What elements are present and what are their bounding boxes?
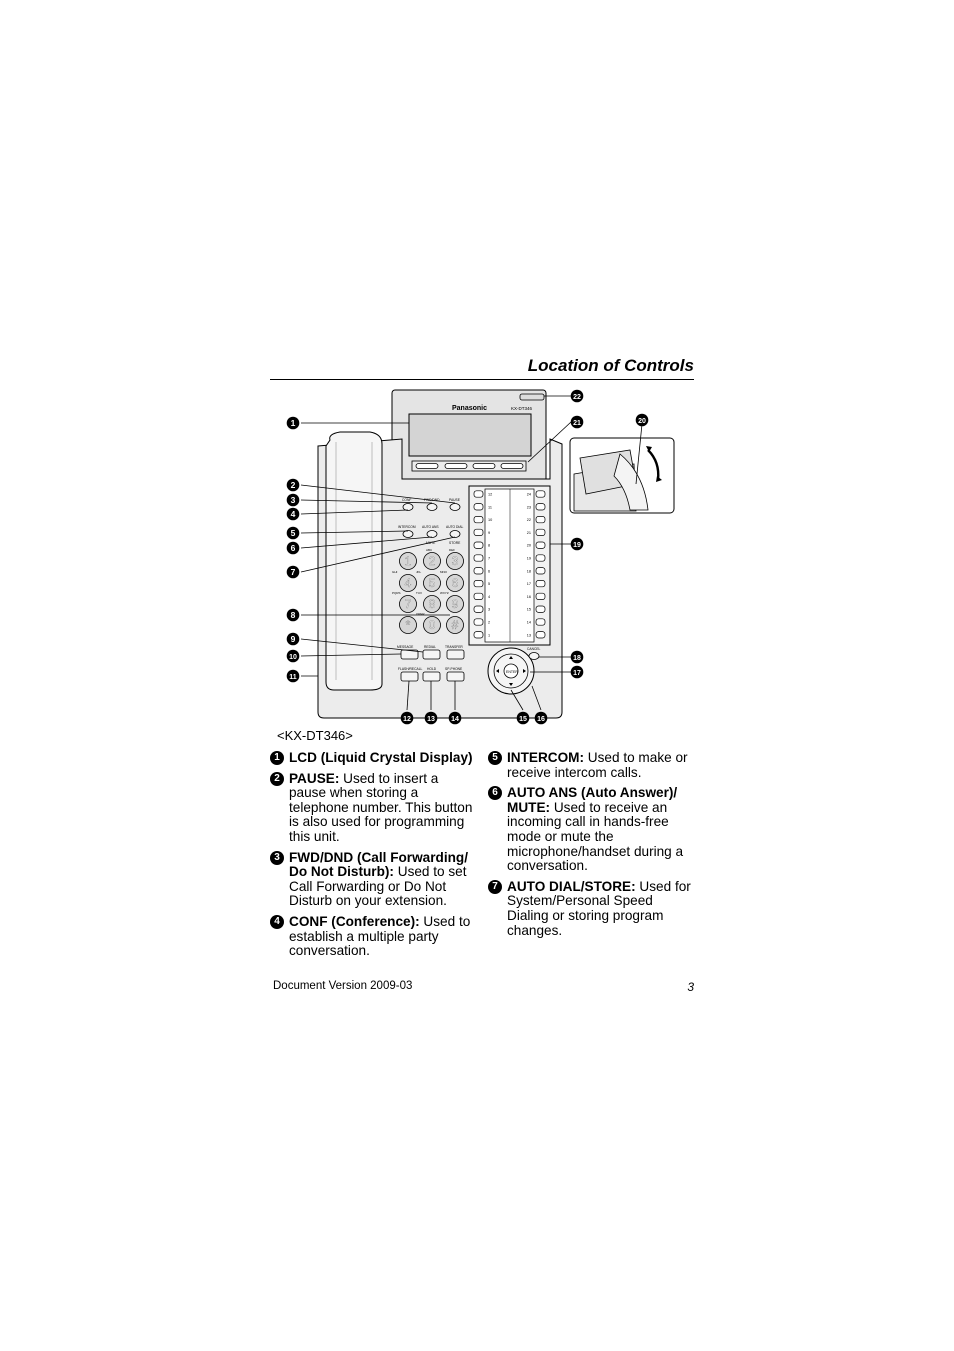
flex-button-right[interactable]: [536, 632, 545, 638]
cancel-button[interactable]: [529, 653, 539, 660]
description-item-7: [488, 880, 694, 938]
page-number: 3: [687, 980, 694, 994]
soft-button-4[interactable]: [501, 464, 523, 469]
description-column-right: [488, 751, 694, 944]
callout-number: 15: [519, 715, 527, 723]
title-rule: [270, 379, 694, 380]
callout-number: 12: [403, 715, 411, 723]
item-number: 7: [488, 880, 502, 894]
callout-number: 13: [427, 715, 435, 723]
callout-number: 4: [290, 508, 296, 519]
intercom-label: INTERCOM: [398, 525, 416, 529]
keypad-key-label: 2: [428, 554, 436, 568]
flex-number-right: 24: [526, 492, 531, 497]
flex-number-left: 10: [488, 518, 493, 523]
keypad-letters: MNO: [440, 570, 447, 574]
keypad-letters: TUV: [416, 591, 422, 595]
callout-number: 10: [289, 653, 297, 661]
redial-label: REDIAL: [424, 645, 436, 649]
keypad-letters: ABC: [426, 548, 433, 552]
flex-number-right: 19: [526, 556, 531, 561]
callout-number: 8: [290, 609, 296, 620]
hold-label: HOLD: [427, 667, 437, 671]
document-version: Document Version 2009-03: [273, 980, 413, 992]
hold-button[interactable]: [423, 672, 440, 681]
flex-button-left[interactable]: [474, 593, 483, 599]
flex-button-right[interactable]: [536, 504, 545, 510]
keypad-key-label: 0: [428, 618, 436, 632]
callout-number: 7: [290, 566, 296, 577]
callout-number: 21: [573, 419, 581, 427]
description-item-3: [270, 851, 475, 909]
model-caption: <KX-DT346>: [277, 728, 353, 743]
keypad-key-label: 7: [404, 597, 412, 611]
item-number: 4: [270, 915, 284, 929]
flex-number-right: 21: [526, 530, 531, 535]
keypad-letters: PQRS: [392, 591, 401, 595]
callout-number: 9: [290, 633, 296, 644]
message-label: MESSAGE: [397, 645, 414, 649]
fwd-dnd-button[interactable]: [427, 504, 437, 511]
item-term: LCD (Liquid Crystal Display): [289, 750, 473, 765]
fwd-dnd-label: FWD/DND: [424, 498, 440, 502]
flex-number-left: 7: [488, 556, 491, 561]
keypad-letters: JKL: [416, 570, 422, 574]
item-text: Used to make or receive intercom calls.: [507, 750, 688, 780]
callout-number: 17: [573, 669, 581, 677]
flex-button-right[interactable]: [536, 555, 545, 561]
keypad-key-label: #: [451, 618, 459, 632]
callout-number: 19: [573, 541, 581, 549]
transfer-button[interactable]: [447, 650, 464, 659]
item-text: Used to establish a multiple party conversation.: [289, 913, 471, 959]
flex-number-left: 4: [488, 594, 491, 599]
flex-number-right: 22: [526, 518, 531, 523]
soft-button-1[interactable]: [416, 464, 438, 469]
flex-number-right: 14: [526, 620, 531, 625]
item-number: 1: [270, 751, 284, 765]
soft-button-3[interactable]: [473, 464, 495, 469]
flash-recall-button[interactable]: [401, 672, 418, 681]
item-text: Used to receive an incoming call in hands-free mode or mute the microphone/handset during a conversation.: [507, 799, 684, 874]
description-item-6: [488, 786, 694, 874]
keypad-letters: WXYZ: [440, 591, 449, 595]
pause-label: PAUSE: [449, 498, 460, 502]
soft-button-2[interactable]: [445, 464, 467, 469]
keypad-key-label: *: [405, 618, 411, 632]
flex-button-left[interactable]: [474, 516, 483, 522]
keypad-key-label: 3: [451, 554, 459, 568]
flex-button-right[interactable]: [536, 542, 545, 548]
flex-number-left: 12: [488, 492, 493, 497]
keypad-key-label: 9: [451, 597, 459, 611]
flex-number-left: 9: [488, 530, 491, 535]
flex-button-left[interactable]: [474, 542, 483, 548]
flex-number-left: 8: [488, 543, 491, 548]
item-term: AUTO ANS (Auto Answer)/ MUTE:: [507, 785, 678, 815]
flex-button-right[interactable]: [536, 580, 545, 586]
lcd-unit: [392, 390, 546, 482]
flex-button-left[interactable]: [474, 555, 483, 561]
keypad-key-label: 8: [428, 597, 436, 611]
flex-button-left[interactable]: [474, 606, 483, 612]
description-item-4: [270, 915, 475, 959]
pause-button[interactable]: [450, 504, 460, 511]
flex-number-right: 20: [526, 543, 531, 548]
keypad-key-label: 6: [451, 576, 459, 590]
callout-number: 16: [537, 715, 545, 723]
conf-button[interactable]: [403, 504, 413, 511]
keypad-key-label: 1: [404, 554, 412, 568]
item-text: Used to insert a pause when storing a telephone number. This button is also used for programming this unit.: [289, 770, 473, 844]
callout-number: 14: [451, 715, 459, 723]
callout-number: 2: [290, 479, 296, 490]
flex-button-right[interactable]: [536, 606, 545, 612]
page-title: Location of Controls: [527, 356, 694, 375]
item-number: 3: [270, 851, 284, 865]
lcd-screen: [409, 414, 531, 456]
flex-number-left: 11: [488, 505, 492, 510]
store-label: STORE: [449, 541, 461, 545]
keypad-letters: DEF: [449, 548, 455, 552]
description-item-2: [270, 772, 475, 845]
item-text: Used for System/Personal Speed Dialing or storing program changes.: [507, 878, 691, 938]
flex-number-right: 18: [526, 569, 531, 574]
description-item-5: [488, 751, 694, 780]
flex-number-right: 13: [526, 633, 531, 638]
transfer-label: TRANSFER: [445, 645, 463, 649]
conf-label: CONF: [402, 498, 412, 502]
sp-phone-button[interactable]: [447, 672, 464, 681]
phone-diagram: [270, 384, 694, 729]
model-label: KX-DT346: [511, 406, 533, 411]
item-term: PAUSE:: [289, 770, 340, 786]
keypad-key-label: 5: [428, 576, 436, 590]
flex-button-left[interactable]: [474, 529, 483, 535]
callout-number: 22: [573, 393, 581, 401]
flex-number-right: 16: [526, 594, 531, 599]
flex-number-left: 6: [488, 569, 491, 574]
item-term: CONF (Conference):: [289, 913, 420, 929]
flex-button-right[interactable]: [536, 619, 545, 625]
mute-label: MUTE: [426, 541, 436, 545]
callout-number: 5: [290, 527, 296, 538]
flash-recall-label: FLASH/RECALL: [398, 667, 423, 671]
flex-button-left[interactable]: [474, 491, 483, 497]
callout-number: 20: [638, 417, 646, 425]
enter-label: ENTER: [506, 670, 518, 674]
flex-button-right[interactable]: [536, 491, 545, 497]
callout-number: 6: [290, 542, 296, 553]
cancel-label: CANCEL: [527, 647, 541, 651]
flex-button-right[interactable]: [536, 593, 545, 599]
auto-ans-button[interactable]: [427, 531, 437, 538]
flex-button-left[interactable]: [474, 580, 483, 586]
keypad-letters: OPER: [416, 612, 425, 616]
item-term: FWD/DND (Call Forwarding/ Do Not Disturb):: [289, 849, 468, 880]
flex-button-right[interactable]: [536, 568, 545, 574]
item-number: 2: [270, 772, 284, 786]
auto-ans-label: AUTO ANS: [422, 525, 439, 529]
sp-phone-label: SP-PHONE: [445, 667, 463, 671]
keypad-letters: GHI: [392, 570, 398, 574]
callout-number: 3: [290, 494, 296, 505]
flex-number-right: 17: [526, 582, 531, 587]
flex-number-left: 2: [488, 620, 491, 625]
intercom-button[interactable]: [403, 531, 413, 538]
lcd-tilt-inset: [570, 438, 674, 513]
description-column-left: [270, 751, 475, 965]
brand-label: Panasonic: [452, 405, 488, 412]
flex-number-left: 1: [488, 633, 491, 638]
flex-number-right: 23: [526, 505, 531, 510]
flex-label-sheet: [485, 489, 534, 642]
auto-dial-button[interactable]: [450, 531, 460, 538]
flex-button-left[interactable]: [474, 504, 483, 510]
flex-button-left[interactable]: [474, 632, 483, 638]
callout-number: 1: [290, 417, 296, 428]
callout-number: 11: [289, 673, 297, 681]
handset: [326, 432, 382, 690]
description-item-1: [270, 751, 475, 766]
item-term: INTERCOM:: [507, 750, 585, 765]
redial-button[interactable]: [423, 650, 440, 659]
flex-button-left[interactable]: [474, 568, 483, 574]
flex-button-right[interactable]: [536, 516, 545, 522]
item-term: AUTO DIAL/STORE:: [507, 878, 636, 894]
flex-number-left: 3: [488, 607, 491, 612]
item-number: 5: [488, 751, 502, 765]
item-text: Used to set Call Forwarding or Do Not Disturb on your extension.: [289, 864, 467, 909]
callout-number: 18: [573, 654, 581, 662]
flex-number-left: 5: [488, 582, 491, 587]
flex-button-left[interactable]: [474, 619, 483, 625]
keypad-key-label: 4: [404, 576, 412, 590]
flex-number-right: 15: [526, 607, 531, 612]
flex-button-right[interactable]: [536, 529, 545, 535]
item-number: 6: [488, 786, 502, 800]
auto-dial-label: AUTO DIAL: [446, 525, 464, 529]
